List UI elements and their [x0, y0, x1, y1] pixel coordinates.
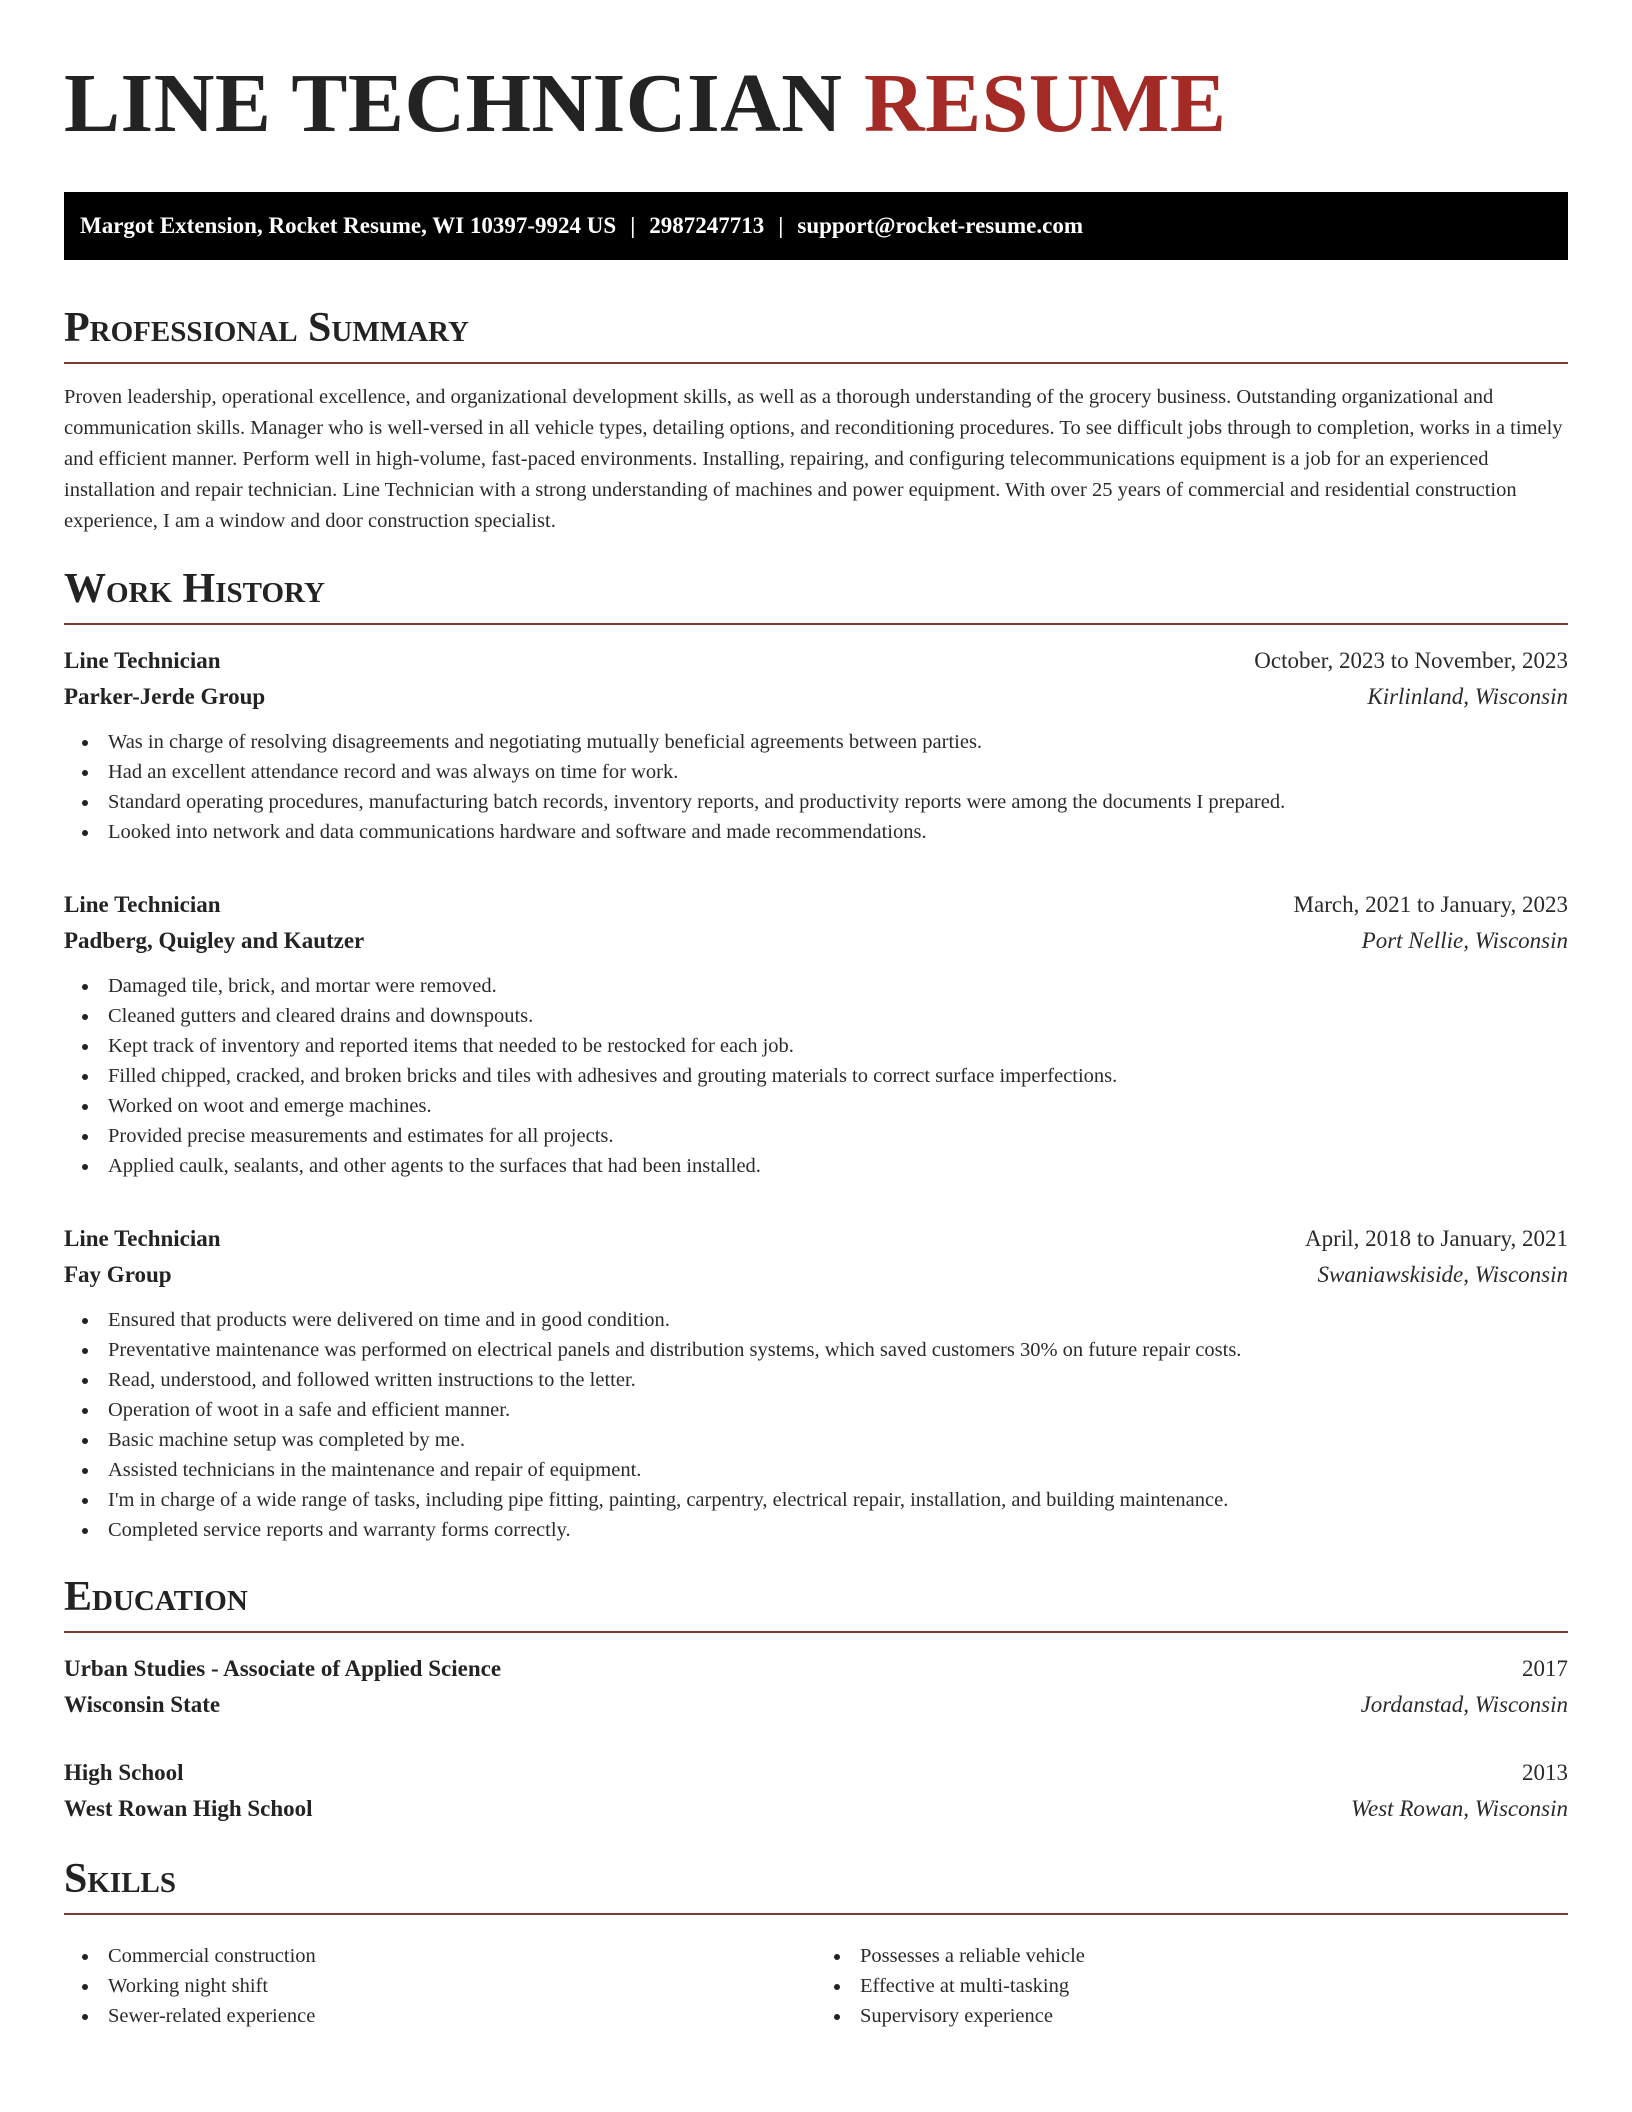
- job-dates: October, 2023 to November, 2023: [1254, 648, 1568, 673]
- job-dates: April, 2018 to January, 2021: [1305, 1226, 1568, 1251]
- summary-heading: Professional Summary: [64, 304, 1568, 364]
- contact-email: support@rocket-resume.com: [797, 213, 1084, 238]
- skills-list-left: [64, 1941, 816, 2031]
- skill-item: Possesses a reliable vehicle: [816, 1941, 1568, 1971]
- list-item: Preventative maintenance was performed on electrical panels and distribution systems, which saved customers 30% on future repair costs.: [64, 1335, 1568, 1365]
- job-bullets: [64, 727, 1568, 847]
- contact-separator: |: [778, 213, 784, 238]
- education-school: West Rowan High School: [64, 1796, 313, 1821]
- list-item: Standard operating procedures, manufacturing batch records, inventory reports, and productivity reports were among the documents I prepared.: [64, 787, 1568, 817]
- resume-title: [64, 0, 1568, 148]
- list-item: Damaged tile, brick, and mortar were removed.: [64, 971, 1568, 1001]
- job-location: Swaniawskiside, Wisconsin: [1317, 1262, 1568, 1287]
- work-history-heading: Work History: [64, 565, 1568, 625]
- list-item: Read, understood, and followed written instructions to the letter.: [64, 1365, 1568, 1395]
- skills-heading: Skills: [64, 1855, 1568, 1915]
- skill-item: Sewer-related experience: [64, 2001, 816, 2031]
- education-location: Jordanstad, Wisconsin: [1360, 1692, 1568, 1717]
- skills-grid: [64, 1929, 1568, 2031]
- job-title: Line Technician: [64, 892, 221, 917]
- skill-item: Supervisory experience: [816, 2001, 1568, 2031]
- job-location: Port Nellie, Wisconsin: [1361, 928, 1568, 953]
- list-item: I'm in charge of a wide range of tasks, including pipe fitting, painting, carpentry, electrical repair, installation, and building maintenance.: [64, 1485, 1568, 1515]
- job-company: Parker-Jerde Group: [64, 684, 266, 709]
- education-entry: [64, 1755, 1568, 1827]
- education-location: West Rowan, Wisconsin: [1350, 1796, 1568, 1821]
- list-item: Filled chipped, cracked, and broken bricks and tiles with adhesives and grouting materials to correct surface imperfections.: [64, 1061, 1568, 1091]
- contact-separator: |: [630, 213, 636, 238]
- skill-item: Commercial construction: [64, 1941, 816, 1971]
- list-item: Operation of woot in a safe and efficient manner.: [64, 1395, 1568, 1425]
- list-item: Applied caulk, sealants, and other agents to the surfaces that had been installed.: [64, 1151, 1568, 1181]
- job-entry: [64, 1221, 1568, 1545]
- job-dates: March, 2021 to January, 2023: [1293, 892, 1568, 917]
- job-location: Kirlinland, Wisconsin: [1367, 684, 1568, 709]
- skill-item: Working night shift: [64, 1971, 816, 2001]
- job-company: Fay Group: [64, 1262, 172, 1287]
- job-entry: [64, 643, 1568, 847]
- education-entry: [64, 1651, 1568, 1723]
- job-bullets: [64, 1305, 1568, 1545]
- summary-text: Proven leadership, operational excellence, and organizational development skills, as well as a thorough understanding of the grocery business. Outstanding organizational and communication skills. Manager who is well-versed in all vehicle types, detailing options, and reconditioning procedures. To see difficult jobs through to completion, works in a timely and efficient manner. Perform well in high-volume, fast-paced environments. Installing, repairing, and configuring telecommunications equipment is a job for an experienced installation and repair technician. Line Technician with a strong understanding of machines and power equipment. With over 25 years of commercial and residential construction experience, I am a window and door construction specialist.: [64, 386, 1563, 532]
- list-item: Basic machine setup was completed by me.: [64, 1425, 1568, 1455]
- skills-section: [64, 1855, 1568, 2031]
- job-company: Padberg, Quigley and Kautzer: [64, 928, 365, 953]
- contact-address: Margot Extension, Rocket Resume, WI 10397-9924 US: [80, 213, 617, 238]
- education-section: [64, 1573, 1568, 1827]
- work-history-section: [64, 565, 1568, 1545]
- education-degree: Urban Studies - Associate of Applied Science: [64, 1656, 502, 1681]
- list-item: Provided precise measurements and estimates for all projects.: [64, 1121, 1568, 1151]
- list-item: Cleaned gutters and cleared drains and downspouts.: [64, 1001, 1568, 1031]
- education-heading: Education: [64, 1573, 1568, 1633]
- education-year: 2013: [1522, 1760, 1568, 1785]
- job-title: Line Technician: [64, 648, 221, 673]
- skill-item: Effective at multi-tasking: [816, 1971, 1568, 2001]
- list-item: Had an excellent attendance record and was always on time for work.: [64, 757, 1568, 787]
- education-degree: High School: [64, 1760, 184, 1785]
- skills-list-right: [816, 1941, 1568, 2031]
- list-item: Was in charge of resolving disagreements and negotiating mutually beneficial agreements between parties.: [64, 727, 1568, 757]
- contact-bar: [64, 192, 1568, 260]
- title-accent: RESUME: [863, 57, 1227, 150]
- list-item: Kept track of inventory and reported items that needed to be restocked for each job.: [64, 1031, 1568, 1061]
- job-bullets: [64, 971, 1568, 1181]
- job-title: Line Technician: [64, 1226, 221, 1251]
- list-item: Worked on woot and emerge machines.: [64, 1091, 1568, 1121]
- job-entry: [64, 887, 1568, 1181]
- list-item: Completed service reports and warranty forms correctly.: [64, 1515, 1568, 1545]
- contact-phone: 2987247713: [649, 213, 765, 238]
- list-item: Ensured that products were delivered on time and in good condition.: [64, 1305, 1568, 1335]
- list-item: Looked into network and data communications hardware and software and made recommendations.: [64, 817, 1568, 847]
- education-year: 2017: [1522, 1656, 1568, 1681]
- education-school: Wisconsin State: [64, 1692, 221, 1717]
- title-main: LINE TECHNICIAN: [64, 57, 843, 150]
- list-item: Assisted technicians in the maintenance and repair of equipment.: [64, 1455, 1568, 1485]
